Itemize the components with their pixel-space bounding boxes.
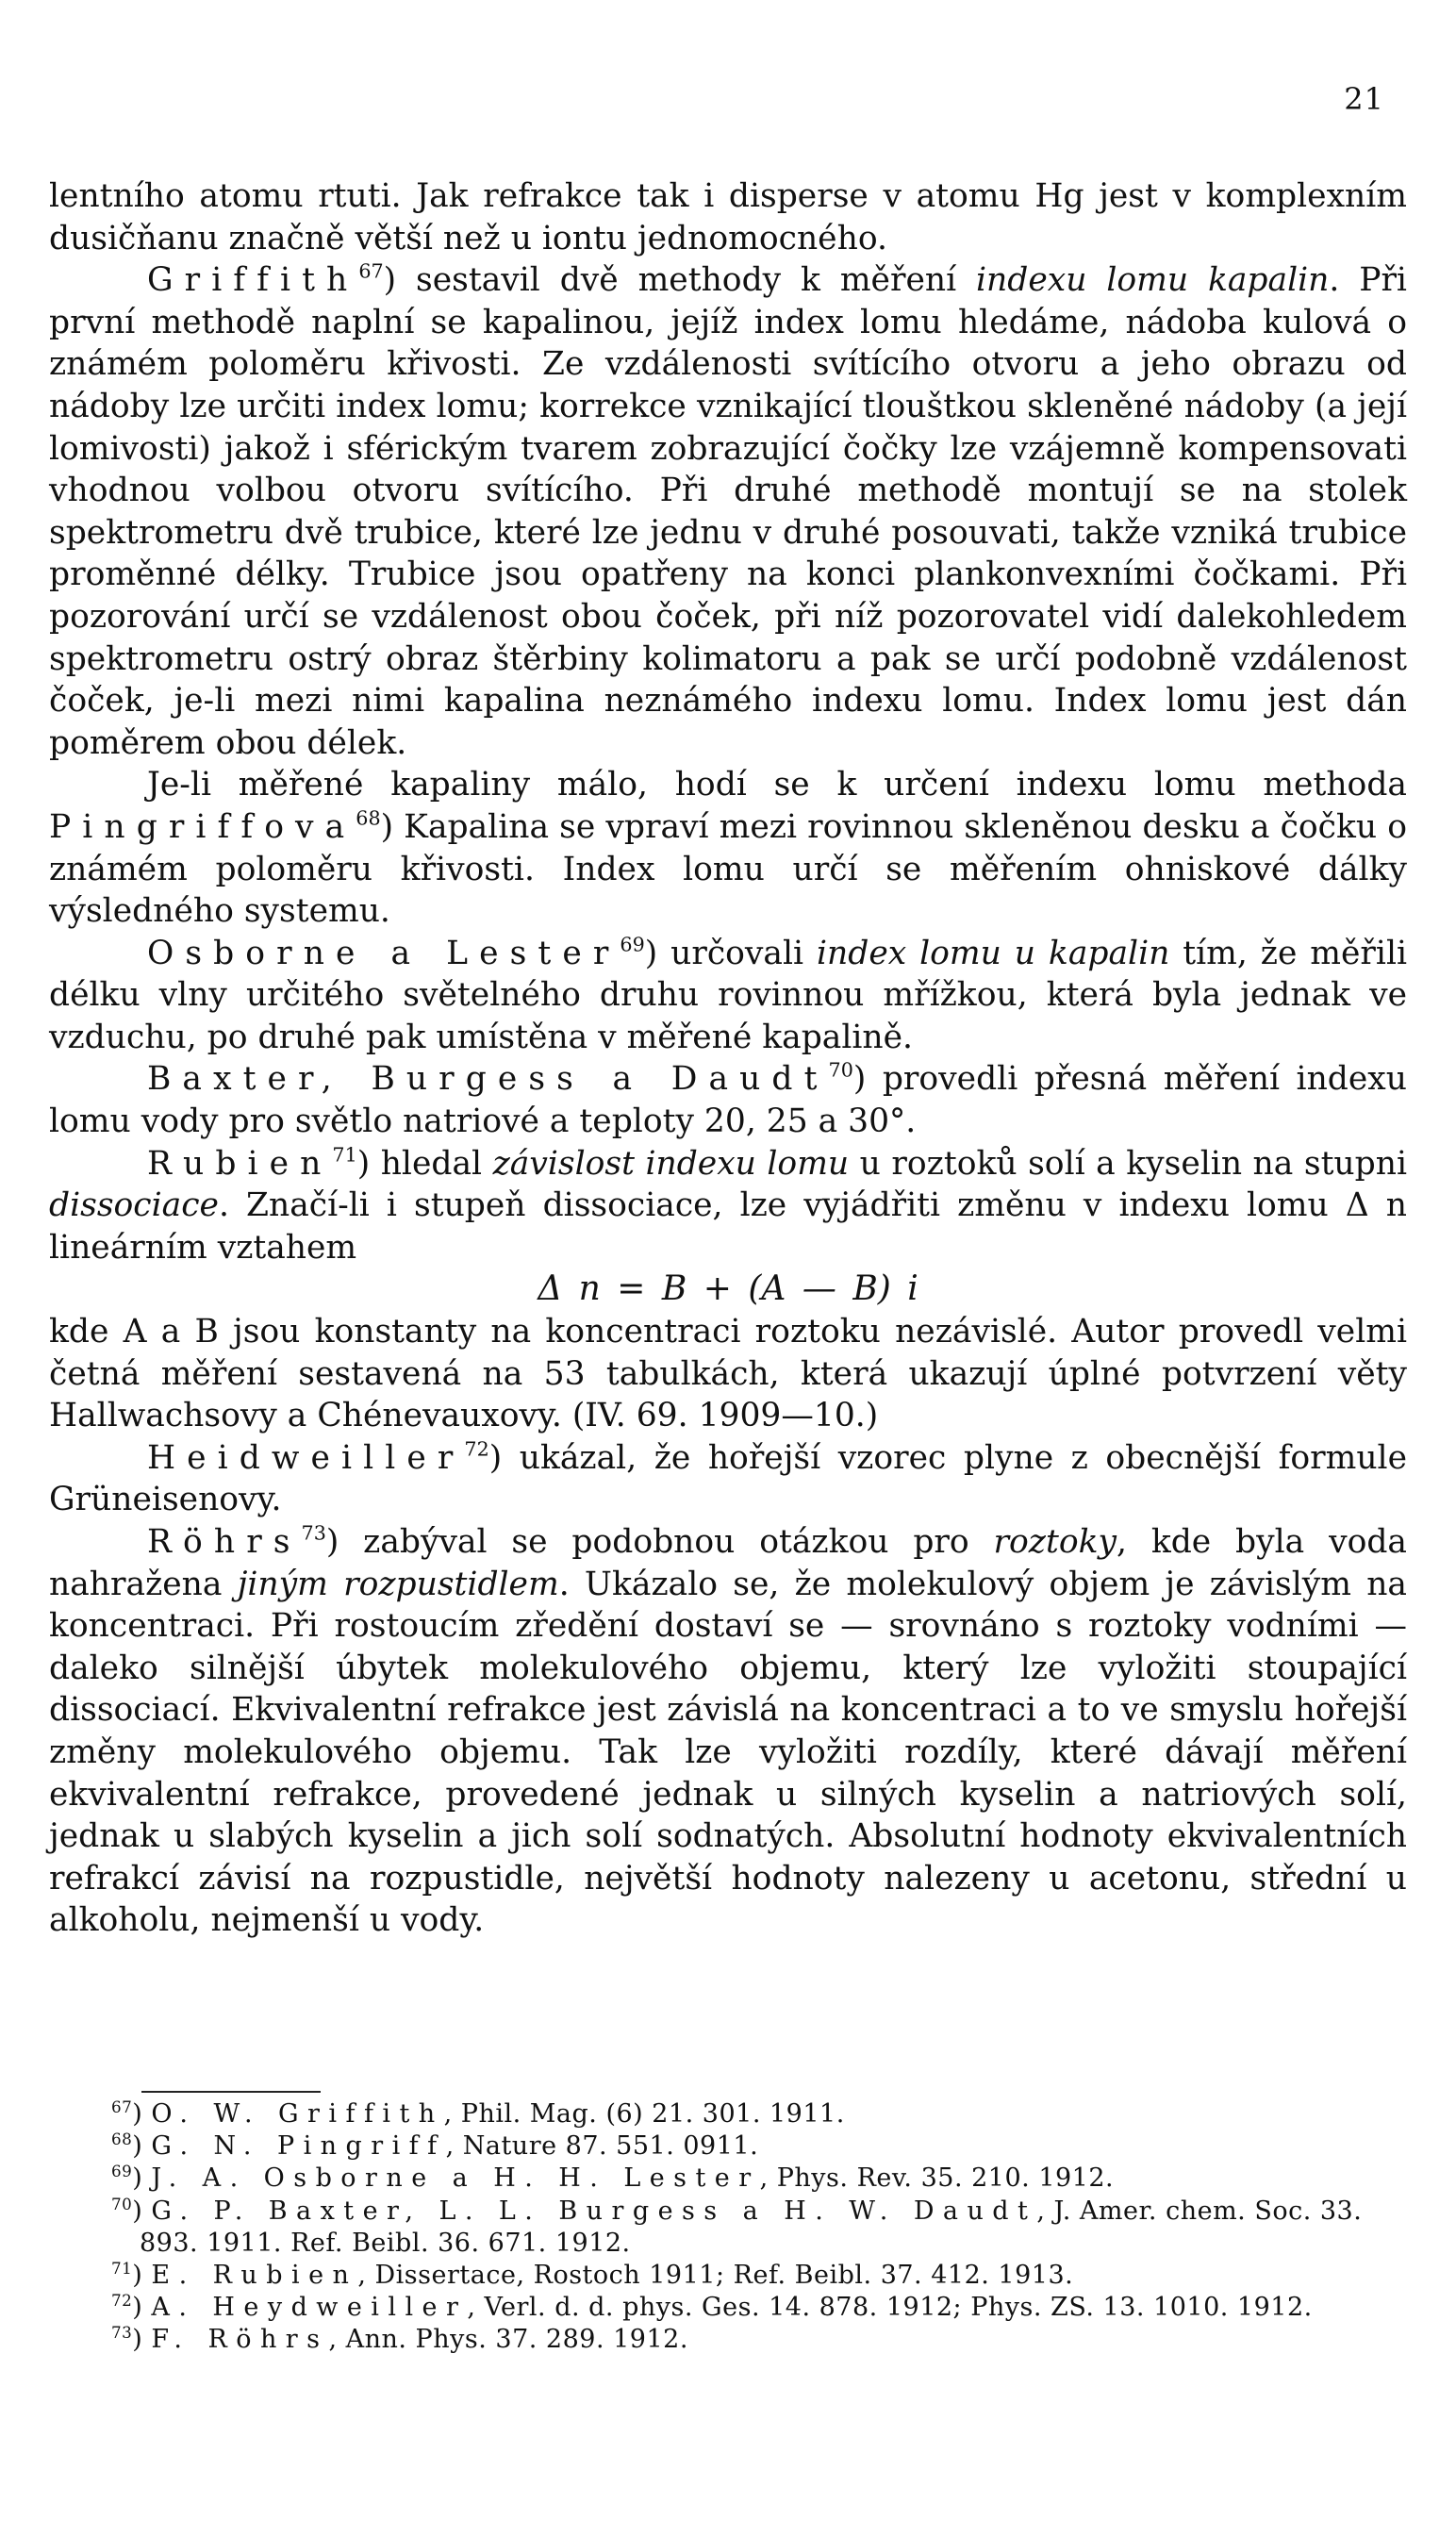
footnote-mark: 70 bbox=[111, 2194, 133, 2213]
footnote-authors: A. Heydweiller bbox=[151, 2293, 468, 2323]
footnote: $^{72}$) A. Heydweiller, Verl. d. d. phys. Ges. 14. 878. 1912; Phys. ZS. 13. 1010. 1912. bbox=[111, 2291, 1313, 2323]
author-name: Osborne a Lester bbox=[147, 934, 620, 972]
paragraph: Baxter, Burgess a Daudt$^{70}$) provedli přesná měření indexu lomu vody pro světlo natriové a teploty 20, 25 a 30°. bbox=[49, 1059, 1407, 1141]
author-name: Rubien bbox=[147, 1144, 333, 1183]
footnote-mark: 71 bbox=[111, 2258, 133, 2278]
footnote: $^{73}$) F. Röhrs, Ann. Phys. 37. 289. 1912. bbox=[111, 2323, 688, 2355]
footnote-ref: 73 bbox=[301, 1521, 326, 1545]
emphasis: jiným rozpustidlem bbox=[237, 1565, 559, 1603]
footnote-mark: 73 bbox=[111, 2323, 133, 2343]
emphasis: index lomu u kapalin bbox=[816, 934, 1170, 972]
emphasis: roztoky bbox=[993, 1523, 1117, 1561]
paragraph: Röhrs$^{73}$) zabýval se podobnou otázkou pro roztoky, kde byla voda nahražena jiným rozpustidlem. Ukázalo se, že molekulový objem je závislým na koncentraci. Při rostoucím zředění dostaví se — srovnáno s roztoky vodními — daleko silnější úbytek molekulového objemu, který lze vyložiti stoupající dissociací. Ekvivalentní refrakce jest závislá na koncentraci a to ve smyslu hořejší změny molekulového objemu. Tak lze vyložiti rozdíly, které dávají měření ekvivalentní refrakce, provedené jednak u silných kyselin a natriových solí, jednak u slabých kyselin a jich solí sodnatých. Absolutní hodnoty ekvivalentních refrakcí závisí na rozpustidle, největší hodnoty nalezeny u acetonu, střední u alkoholu, nejmenší u vody. bbox=[49, 1521, 1408, 1940]
emphasis: indexu lomu kapalin bbox=[976, 261, 1330, 300]
footnote: $^{67}$) O. W. Griffith, Phil. Mag. (6) 21. 301. 1911. bbox=[111, 2097, 845, 2129]
footnote-authors: G. N. Pingriff bbox=[151, 2131, 446, 2162]
footnote-authors: E. Rubien bbox=[151, 2261, 358, 2291]
footnote-divider bbox=[141, 2091, 321, 2093]
body-text bbox=[49, 175, 1407, 1942]
footnote: $^{70}$) G. P. Baxter, L. L. Burgess a H. W. Daudt, J. Amer. chem. Soc. 33. 893. 1911. Ref. Beibl. 36. 671. 1912. bbox=[111, 2194, 1363, 2258]
footnote-ref: 71 bbox=[332, 1143, 357, 1167]
author-name: Pingriffova bbox=[49, 807, 356, 846]
footnote-authors: O. W. Griffith bbox=[151, 2099, 444, 2129]
paragraph: kde A a B jsou konstanty na koncentraci roztoku nezávislé. Autor provedl velmi četná měření sestavená na 53 tabulkách, která ukazují úplné potvrzení věty Hallwachsovy a Chénevauxovy. (IV. 69. 1909—10.) bbox=[49, 1313, 1407, 1435]
footnote-authors: G. P. Baxter, L. L. Burgess a H. W. Daudt bbox=[151, 2196, 1037, 2226]
footnote-mark: 72 bbox=[111, 2291, 133, 2311]
paragraph: Griffith$^{67}$) sestavil dvě methody k měření indexu lomu kapalin. Při první methodě naplní se kapalinou, jejíž index lomu hledáme, nádoba kulová o známém poloměru křivosti. Ze vzdálenosti svítícího otvoru a jeho obrazu od nádoby lze určiti index lomu; korrekce vznikající tlouštkou skleněné nádoby (a její lomivosti) jakož i sférickým tvarem zobrazující čočky lze vzájemně kompensovati vhodnou volbou otvoru svítícího. Při druhé methodě montují se na stolek spektrometru dvě trubice, které lze jednu v druhé posouvati, takže vzniká trubice proměnné délky. Trubice jsou opatřeny na konci plankonvexními čočkami. Při pozorování určí se vzdálenost obou čoček, při níž pozorovatel vidí dalekohledem spektrometru ostrý obraz štěrbiny kolimatoru a pak se určí podobně vzdálenost čoček, je-li mezi nimi kapalina neznámého indexu lomu. Index lomu jest dán poměrem obou délek. bbox=[49, 259, 1407, 762]
author-name: Heidweiller bbox=[147, 1438, 465, 1477]
emphasis: dissociace bbox=[49, 1186, 219, 1225]
paragraph: Je-li měřené kapaliny málo, hodí se k určení indexu lomu methoda Pingriffova$^{68}$) Kapalina se vpraví mezi rovinnou skleněnou desku a čočku o známém poloměru křivosti. Index lomu určí se měřením ohniskové dálky výsledného systemu. bbox=[49, 766, 1407, 931]
footnote-mark: 68 bbox=[111, 2130, 133, 2149]
paragraph: lentního atomu rtuti. Jak refrakce tak i disperse v atomu Hg jest v komplexním dusičňanu značně větší než u iontu jednomocného. bbox=[49, 177, 1407, 257]
emphasis: závislost indexu lomu bbox=[492, 1144, 850, 1183]
footnote-ref: 69 bbox=[620, 933, 645, 956]
equation: Δ n = B + (A — B) i bbox=[538, 1269, 918, 1309]
footnote-ref: 72 bbox=[464, 1437, 489, 1461]
paragraph: Rubien$^{71}$) hledal závislost indexu lomu u roztoků solí a kyselin na stupni dissociace. Značí-li i stupeň dissociace, lze vyjádřiti změnu v indexu lomu Δ n lineárním vztahem bbox=[49, 1143, 1407, 1267]
footnote-mark: 67 bbox=[111, 2097, 133, 2116]
footnote-ref: 70 bbox=[828, 1059, 853, 1083]
footnote: $^{71}$) E. Rubien, Dissertace, Rostoch 1911; Ref. Beibl. 37. 412. 1913. bbox=[111, 2258, 1074, 2291]
paragraph: Heidweiller$^{72}$) ukázal, že hořejší vzorec plyne z obecnější formule Grüneisenovy. bbox=[49, 1437, 1407, 1519]
footnote: $^{68}$) G. N. Pingriff, Nature 87. 551. 0911. bbox=[111, 2130, 759, 2162]
author-name: Röhrs bbox=[147, 1523, 302, 1561]
footnote: $^{69}$) J. A. Osborne a H. H. Lester, Phys. Rev. 35. 210. 1912. bbox=[111, 2162, 1115, 2194]
author-name: Griffith bbox=[147, 261, 359, 300]
paragraph: Osborne a Lester$^{69}$) určovali index lomu u kapalin tím, že měřili délku vlny určitého světelného druhu rovinnou mřížkou, která byla jednak ve vzduchu, po druhé pak umístěna v měřené kapalině. bbox=[49, 933, 1408, 1056]
footnotes bbox=[49, 2098, 1407, 2357]
footnote-mark: 69 bbox=[111, 2162, 133, 2181]
footnote-ref: 68 bbox=[356, 806, 381, 830]
page-number: 21 bbox=[1344, 81, 1384, 117]
author-name: Baxter, Burgess a Daudt bbox=[147, 1060, 829, 1099]
footnote-ref: 67 bbox=[358, 259, 384, 283]
footnote-authors: F. Röhrs bbox=[151, 2325, 329, 2355]
footnote-authors: J. A. Osborne a H. H. Lester bbox=[151, 2163, 760, 2194]
